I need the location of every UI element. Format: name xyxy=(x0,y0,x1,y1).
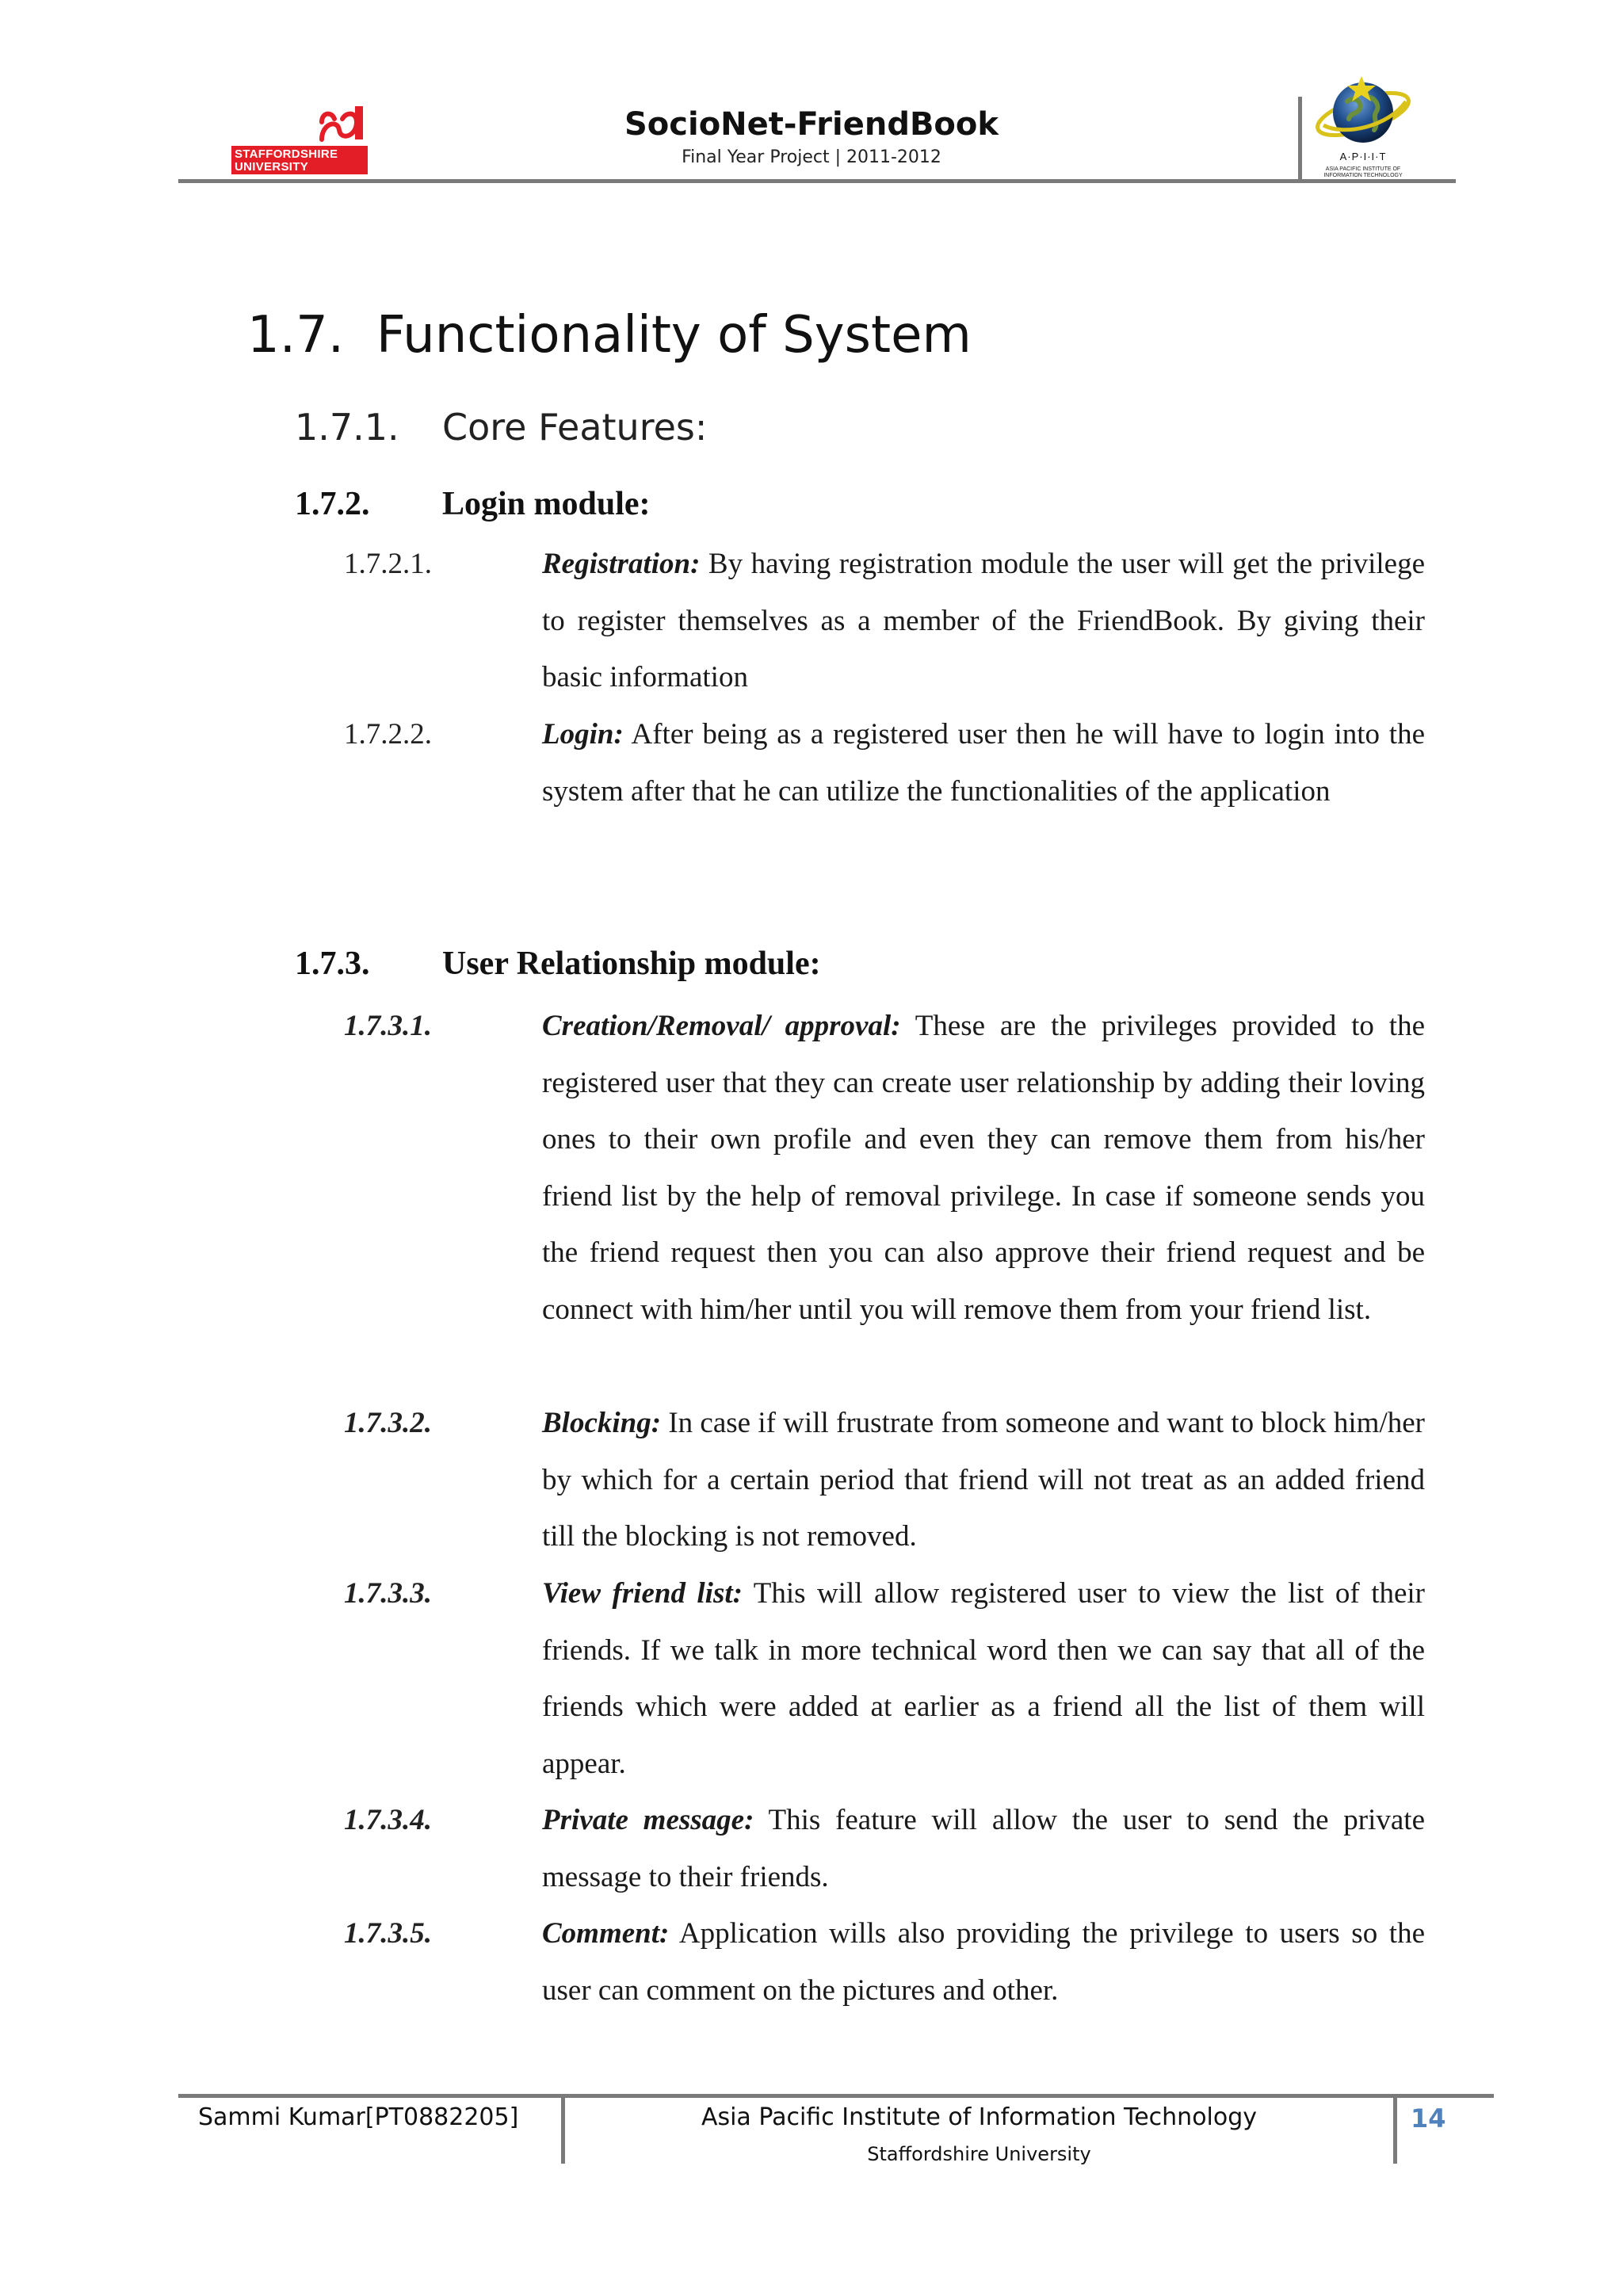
list-item-creation-removal-approval xyxy=(344,998,1425,1338)
list-item-text xyxy=(542,706,1425,819)
list-item-body: After being as a registered user then he will have to login into the system after that he can utilize the functionalities of the application xyxy=(542,718,1425,808)
core-features-heading xyxy=(295,406,707,449)
list-item-label: View friend list: xyxy=(542,1577,743,1610)
staffordshire-logo-line-1: STAFFORDSHIRE xyxy=(235,147,338,161)
list-item-body: These are the privileges provided to the registered user that they can create user relationship by adding their loving ones to their own profile and even they can remove them from his/her friend list by the help of removal privilege. In case if someone sends you the friend request then you can also approve their friend request and be connect with him/her until you will remove them from your friend list. xyxy=(542,1010,1425,1326)
apiit-logo-text: A·P·I·I·T xyxy=(1339,151,1387,162)
list-item-body: Application wills also providing the privilege to users so the user can comment on the pictures and other. xyxy=(542,1917,1425,2007)
list-item-registration xyxy=(344,536,1425,706)
list-item-text xyxy=(542,1395,1425,1565)
list-item-body: This will allow registered user to view the list of their friends. If we talk in more technical word then we can say that all of the friends which were added at earlier as a friend all the list of them will appear. xyxy=(542,1577,1425,1780)
list-item-number: 1.7.2.1. xyxy=(344,548,432,580)
apiit-logo xyxy=(1312,73,1414,184)
relationship-module-number: 1.7.3. xyxy=(295,946,370,982)
list-item-login xyxy=(344,706,1425,819)
list-item-label: Creation/Removal/ approval: xyxy=(542,1010,901,1042)
login-module-title: Login module: xyxy=(442,486,651,522)
section-heading xyxy=(247,306,972,365)
footer-rule xyxy=(178,2094,1494,2098)
section-title: Functionality of System xyxy=(376,306,972,365)
list-item-label: Comment: xyxy=(542,1917,670,1950)
list-item-text xyxy=(542,1565,1425,1792)
login-module-heading xyxy=(295,485,651,523)
page-number: 14 xyxy=(1411,2103,1446,2134)
list-item-text xyxy=(542,998,1425,1338)
list-item-label: Blocking: xyxy=(542,1407,662,1439)
apiit-logo-sub-line-1: ASIA PACIFIC INSTITUTE OF xyxy=(1325,166,1401,172)
list-item-number: 1.7.3.2. xyxy=(344,1407,432,1439)
header-separator xyxy=(1298,97,1302,181)
login-module-number: 1.7.2. xyxy=(295,486,370,522)
list-item-label: Registration: xyxy=(542,548,701,580)
list-item-number: 1.7.3.1. xyxy=(344,1010,432,1042)
footer-university: Staffordshire University xyxy=(867,2143,1091,2165)
footer-author: Sammi Kumar[PT0882205] xyxy=(198,2103,519,2131)
section-number: 1.7. xyxy=(247,306,345,365)
list-item-body: This feature will allow the user to send the private message to their friends. xyxy=(542,1804,1425,1893)
list-item-view-friend-list xyxy=(344,1565,1425,1792)
list-item-text xyxy=(542,1905,1425,2019)
list-item-number: 1.7.3.5. xyxy=(344,1917,432,1950)
list-item-number: 1.7.3.3. xyxy=(344,1577,432,1610)
list-item-label: Private message: xyxy=(542,1804,754,1836)
relationship-module-heading xyxy=(295,945,821,983)
list-item-private-message xyxy=(344,1792,1425,1905)
core-features-number: 1.7.1. xyxy=(295,406,399,449)
apiit-logo-subtext xyxy=(1312,166,1414,179)
staffordshire-logo-line-2: UNIVERSITY xyxy=(235,160,309,174)
header-rule xyxy=(178,179,1456,183)
header-subtitle: Final Year Project | 2011-2012 xyxy=(682,147,941,167)
apiit-logo-sub-line-2: INFORMATION TECHNOLOGY xyxy=(1323,173,1403,178)
list-item-number: 1.7.2.2. xyxy=(344,718,432,751)
list-item-text xyxy=(542,536,1425,706)
footer-separator xyxy=(1393,2095,1397,2164)
header-title: SocioNet-FriendBook xyxy=(624,106,999,143)
list-item-number: 1.7.3.4. xyxy=(344,1804,432,1836)
list-item-blocking xyxy=(344,1395,1425,1565)
list-item-text xyxy=(542,1792,1425,1905)
relationship-module-title: User Relationship module: xyxy=(442,946,821,982)
list-item-body: By having registration module the user will get the privilege to register themselves as a member of the FriendBook. By giving their basic information xyxy=(542,548,1425,693)
list-item-body: In case if will frustrate from someone and want to block him/her by which for a certain period that friend will not treat as an added friend till the blocking is not removed. xyxy=(542,1407,1425,1553)
footer-institute: Asia Pacific Institute of Information Technology xyxy=(701,2103,1258,2131)
globe-icon xyxy=(1312,73,1414,152)
core-features-title: Core Features: xyxy=(442,406,708,449)
list-item-comment xyxy=(344,1905,1425,2019)
list-item-label: Login: xyxy=(542,718,624,751)
